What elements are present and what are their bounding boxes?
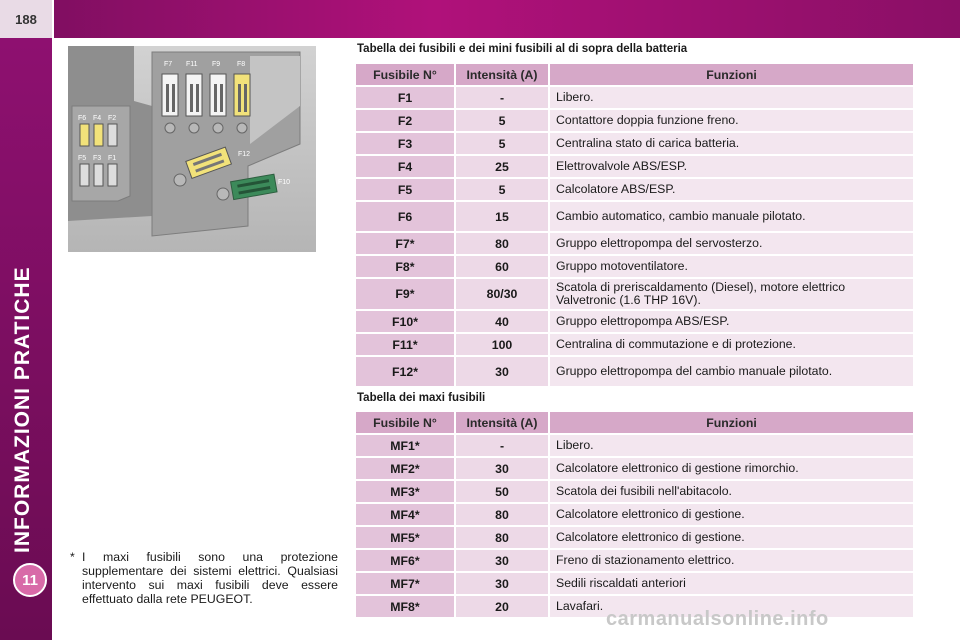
amperage-cell: 30 bbox=[456, 458, 550, 479]
label-f9: F9 bbox=[212, 61, 221, 68]
fuse-number-cell: F8* bbox=[356, 256, 456, 277]
amperage-cell: 100 bbox=[456, 334, 550, 355]
table-header-row bbox=[356, 412, 915, 433]
amperage-cell: - bbox=[456, 87, 550, 108]
header-band bbox=[0, 0, 960, 38]
fuse-number-cell: MF1* bbox=[356, 435, 456, 456]
amperage-cell: 80 bbox=[456, 233, 550, 254]
label-f11: F11 bbox=[186, 61, 198, 68]
fuse-number-cell: F3 bbox=[356, 133, 456, 154]
label-f8: F8 bbox=[237, 61, 246, 68]
function-cell: Calcolatore elettronico di gestione. bbox=[550, 527, 915, 548]
amperage-cell: 60 bbox=[456, 256, 550, 277]
footnote-text: I maxi fusibili sono una protezione supplementare dei sistemi elettrici. Qualsiasi intervento sui maxi fusibili deve essere effettuato dalla rete PEUGEOT. bbox=[82, 550, 338, 606]
mini-fuses-top bbox=[80, 124, 117, 146]
fuse-number-cell: F11* bbox=[356, 334, 456, 355]
function-cell: Elettrovalvole ABS/ESP. bbox=[550, 156, 915, 177]
table-row bbox=[356, 435, 915, 456]
amperage-cell: 80/30 bbox=[456, 279, 550, 309]
page-number: 188 bbox=[0, 0, 54, 38]
table-row bbox=[356, 504, 915, 525]
amperage-cell: 40 bbox=[456, 311, 550, 332]
fuse-number-cell: F10* bbox=[356, 311, 456, 332]
table-row bbox=[356, 573, 915, 594]
amperage-cell: 25 bbox=[456, 156, 550, 177]
fuse-number-cell: MF6* bbox=[356, 550, 456, 571]
table-row bbox=[356, 202, 915, 231]
table-row bbox=[356, 179, 915, 200]
function-cell: Scatola di preriscaldamento (Diesel), motore elettrico Valvetronic (1.6 THP 16V). bbox=[550, 279, 915, 309]
label-f6: F6 bbox=[78, 115, 87, 122]
watermark: carmanualsonline.info bbox=[606, 608, 829, 630]
amperage-cell: 30 bbox=[456, 550, 550, 571]
function-cell: Calcolatore elettronico di gestione rimorchio. bbox=[550, 458, 915, 479]
table-row bbox=[356, 87, 915, 108]
amperage-cell: 30 bbox=[456, 573, 550, 594]
table-row bbox=[356, 357, 915, 386]
amperage-cell: 5 bbox=[456, 179, 550, 200]
fuse-number-cell: MF5* bbox=[356, 527, 456, 548]
fuse-number-cell: F7* bbox=[356, 233, 456, 254]
header-amperage: Intensità (A) bbox=[456, 412, 550, 433]
function-cell: Lavafari. bbox=[550, 596, 915, 617]
footnote-marker: * bbox=[70, 550, 75, 564]
function-cell: Gruppo elettropompa ABS/ESP. bbox=[550, 311, 915, 332]
amperage-cell: 15 bbox=[456, 202, 550, 231]
label-f4: F4 bbox=[93, 115, 102, 122]
table2-title: Tabella dei maxi fusibili bbox=[357, 392, 486, 404]
table-row bbox=[356, 133, 915, 154]
chapter-title: INFORMAZIONI PRATICHE bbox=[11, 266, 34, 553]
label-f1: F1 bbox=[108, 155, 117, 162]
table-row bbox=[356, 279, 915, 309]
amperage-cell: 5 bbox=[456, 133, 550, 154]
fuse-number-cell: MF4* bbox=[356, 504, 456, 525]
function-cell: Calcolatore ABS/ESP. bbox=[550, 179, 915, 200]
footnote bbox=[70, 550, 338, 606]
amperage-cell: 80 bbox=[456, 527, 550, 548]
fuse-number-cell: MF8* bbox=[356, 596, 456, 617]
table-row bbox=[356, 110, 915, 131]
fuse-number-cell: F5 bbox=[356, 179, 456, 200]
table-row bbox=[356, 481, 915, 502]
amperage-cell: 30 bbox=[456, 357, 550, 386]
function-cell: Sedili riscaldati anteriori bbox=[550, 573, 915, 594]
fuse-number-cell: F1 bbox=[356, 87, 456, 108]
label-f12: F12 bbox=[238, 151, 251, 158]
table-row bbox=[356, 156, 915, 177]
function-cell: Gruppo elettropompa del cambio manuale pilotato. bbox=[550, 357, 915, 386]
header-functions: Funzioni bbox=[550, 412, 915, 433]
table-row bbox=[356, 256, 915, 277]
fuse-number-cell: F6 bbox=[356, 202, 456, 231]
label-f10: F10 bbox=[278, 179, 291, 186]
table1-title: Tabella dei fusibili e dei mini fusibili al di sopra della batteria bbox=[357, 43, 688, 55]
function-cell: Freno di stazionamento elettrico. bbox=[550, 550, 915, 571]
fuse-number-cell: MF2* bbox=[356, 458, 456, 479]
header-fuse-number: Fusibile N° bbox=[356, 64, 456, 85]
fuse-table-main bbox=[356, 62, 915, 388]
fuse-number-cell: F9* bbox=[356, 279, 456, 309]
chapter-number-badge: 11 bbox=[13, 563, 47, 597]
fuse-number-cell: MF7* bbox=[356, 573, 456, 594]
table-row bbox=[356, 233, 915, 254]
fuse-number-cell: F2 bbox=[356, 110, 456, 131]
table-row bbox=[356, 527, 915, 548]
label-f3: F3 bbox=[93, 155, 102, 162]
fuse-table-maxi bbox=[356, 410, 915, 619]
label-f5: F5 bbox=[78, 155, 87, 162]
amperage-cell: 5 bbox=[456, 110, 550, 131]
table-header-row bbox=[356, 64, 915, 85]
table-row bbox=[356, 458, 915, 479]
function-cell: Centralina stato di carica batteria. bbox=[550, 133, 915, 154]
function-cell: Calcolatore elettronico di gestione. bbox=[550, 504, 915, 525]
function-cell: Gruppo elettropompa del servosterzo. bbox=[550, 233, 915, 254]
amperage-cell: - bbox=[456, 435, 550, 456]
mini-fuses-bottom bbox=[80, 164, 117, 186]
fuse-number-cell: MF3* bbox=[356, 481, 456, 502]
function-cell: Gruppo motoventilatore. bbox=[550, 256, 915, 277]
table-row bbox=[356, 311, 915, 332]
function-cell: Libero. bbox=[550, 87, 915, 108]
table-row bbox=[356, 550, 915, 571]
amperage-cell: 80 bbox=[456, 504, 550, 525]
function-cell: Cambio automatico, cambio manuale pilotato. bbox=[550, 202, 915, 231]
header-amperage: Intensità (A) bbox=[456, 64, 550, 85]
function-cell: Centralina di commutazione e di protezione. bbox=[550, 334, 915, 355]
fuse-number-cell: F12* bbox=[356, 357, 456, 386]
label-f2: F2 bbox=[108, 115, 117, 122]
amperage-cell: 50 bbox=[456, 481, 550, 502]
fuse-number-cell: F4 bbox=[356, 156, 456, 177]
header-fuse-number: Fusibile N° bbox=[356, 412, 456, 433]
function-cell: Libero. bbox=[550, 435, 915, 456]
header-functions: Funzioni bbox=[550, 64, 915, 85]
table-row bbox=[356, 334, 915, 355]
label-f7: F7 bbox=[164, 61, 173, 68]
fuse-box-diagram bbox=[68, 46, 316, 252]
function-cell: Contattore doppia funzione freno. bbox=[550, 110, 915, 131]
function-cell: Scatola dei fusibili nell'abitacolo. bbox=[550, 481, 915, 502]
amperage-cell: 20 bbox=[456, 596, 550, 617]
